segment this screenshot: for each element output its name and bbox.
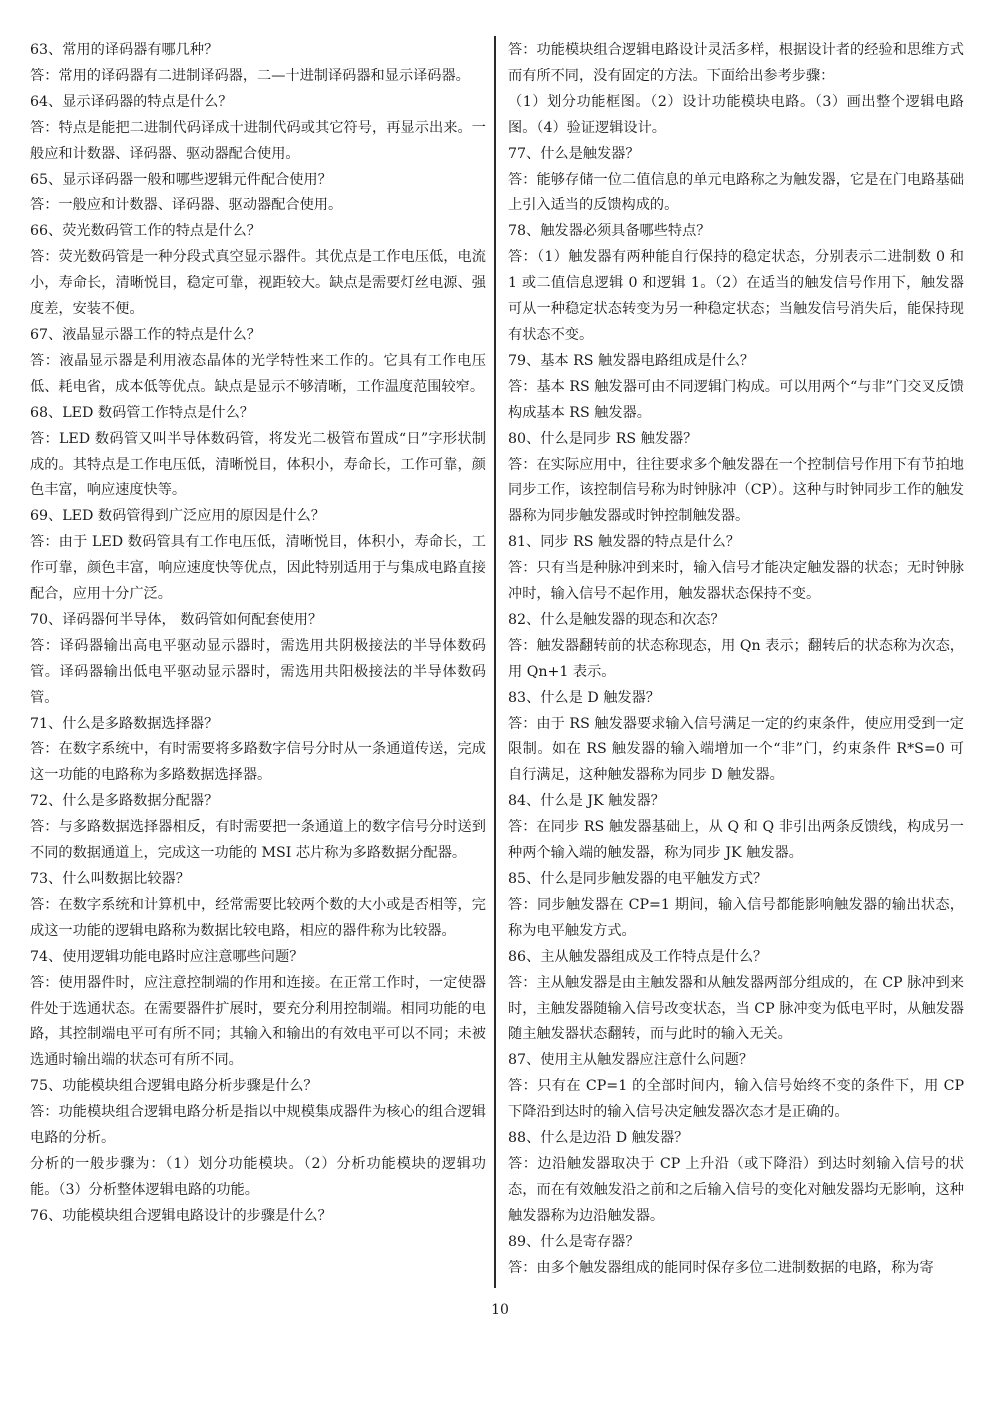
- question-text: 69、LED 数码管得到广泛应用的原因是什么？: [30, 508, 325, 525]
- question-text: 84、什么是 JK 触发器？: [508, 793, 665, 810]
- question-text: 81、同步 RS 触发器的特点是什么？: [508, 534, 740, 551]
- question-text: 86、主从触发器组成及工作特点是什么？: [508, 948, 768, 965]
- answer-text: 答：在实际应用中，往往要求多个触发器在一个控制信号作用下有节拍地同步工作，该控制信号称为时钟脉冲（CP）。这种与时钟同步工作的触发器称为同步触发器或时钟控制触发器。: [508, 456, 964, 525]
- answer-text: 答：基本 RS 触发器可由不同逻辑门构成。可以用两个“与非”门交叉反馈构成基本 RS 触发器。: [508, 378, 964, 421]
- question-text: 64、显示译码器的特点是什么？: [30, 93, 233, 110]
- answer-text: 答：荧光数码管是一种分段式真空显示器件。其优点是工作电压低，电流小，寿命长，清晰悦目，稳定可靠，视距较大。缺点是需要灯丝电源、强度差，安装不便。: [30, 249, 486, 318]
- answer-text: 答：只有在 CP=1 的全部时间内，输入信号始终不变的条件下，用 CP 下降沿到达时的输入信号决定触发器次态才是正确的。: [508, 1078, 964, 1121]
- answer-text: （1）划分功能框图。（2）设计功能模块电路。（3）画出整个逻辑电路图。（4）验证逻辑设计。: [508, 93, 964, 136]
- answer-text: 答：在数字系统和计算机中，经常需要比较两个数的大小或是否相等，完成这一功能的逻辑电路称为数据比较电路，相应的器件称为比较器。: [30, 896, 486, 939]
- question-text: 80、什么是同步 RS 触发器？: [508, 430, 698, 447]
- answer-text: 答：能够存储一位二值信息的单元电路称之为触发器，它是在门电路基础上引入适当的反馈构成的。: [508, 171, 964, 214]
- page-number: 10: [491, 1302, 509, 1318]
- answer-text: 答：与多路数据选择器相反，有时需要把一条通道上的数字信号分时送到不同的数据通道上，完成这一功能的 MSI 芯片称为多路数据分配器。: [30, 819, 486, 862]
- question-text: 78、触发器必须具备哪些特点？: [508, 223, 711, 240]
- question-text: 63、常用的译码器有哪几种？: [30, 42, 219, 58]
- answer-text: 分析的一般步骤为：（1）划分功能模块。（2）分析功能模块的逻辑功能。（3）分析整体逻辑电路的功能。: [30, 1155, 486, 1198]
- answer-text: 答：由多个触发器组成的能同时保存多位二进制数据的电路，称为寄: [508, 1259, 934, 1276]
- question-text: 70、译码器何半导体， 数码管如何配套使用？: [30, 611, 323, 628]
- answer-text: 答：LED 数码管又叫半导体数码管，将发光二极管布置成“日”字形状制成的。其特点是工作电压低，清晰悦目，体积小，寿命长，工作可靠，颜色丰富，响应速度快等。: [30, 430, 486, 499]
- question-text: 77、什么是触发器？: [508, 145, 640, 162]
- answer-text: 答：一般应和计数器、译码器、驱动器配合使用。: [30, 197, 343, 214]
- question-text: 79、基本 RS 触发器电路组成是什么？: [508, 352, 755, 369]
- question-text: 71、什么是多路数据选择器？: [30, 715, 219, 732]
- question-text: 65、显示译码器一般和哪些逻辑元件配合使用？: [30, 171, 332, 188]
- answer-text: 答：在数字系统中，有时需要将多路数字信号分时从一条通道传送，完成这一功能的电路称为多路数据选择器。: [30, 741, 486, 784]
- answer-text: 答：功能模块组合逻辑电路设计灵活多样，根据设计者的经验和思维方式而有所不同，没有固定的方法。下面给出参考步骤：: [508, 42, 964, 84]
- question-text: 83、什么是 D 触发器？: [508, 689, 660, 706]
- question-text: 85、什么是同步触发器的电平触发方式？: [508, 871, 768, 887]
- question-text: 74、使用逻辑功能电路时应注意哪些问题？: [30, 948, 304, 965]
- question-text: 76、功能模块组合逻辑电路设计的步骤是什么？: [30, 1207, 332, 1224]
- question-text: 89、什么是寄存器？: [508, 1233, 640, 1250]
- answer-text: 答：触发器翻转前的状态称现态，用 Qn 表示；翻转后的状态称为次态，用 Qn+1 表示。: [508, 637, 964, 680]
- answer-text: 答：由于 LED 数码管具有工作电压低，清晰悦目，体积小，寿命长，工作可靠，颜色丰富，响应速度快等优点，因此特别适用于与集成电路直接配合，应用十分广泛。: [30, 534, 486, 603]
- question-text: 72、什么是多路数据分配器？: [30, 793, 219, 810]
- answer-text: 答：液晶显示器是利用液态晶体的光学特性来工作的。它具有工作电压低、耗电省，成本低等优点。缺点是显示不够清晰，工作温度范围较窄。: [30, 352, 486, 395]
- question-text: 87、使用主从触发器应注意什么问题？: [508, 1052, 754, 1069]
- answer-text: 答：功能模块组合逻辑电路分析是指以中规模集成器件为核心的组合逻辑电路的分析。: [30, 1104, 486, 1147]
- answer-text: 答：同步触发器在 CP=1 期间，输入信号都能影响触发器的输出状态，称为电平触发方式。: [508, 896, 964, 939]
- answer-text: 答：特点是能把二进制代码译成十进制代码或其它符号，再显示出来。一般应和计数器、译码器、驱动器配合使用。: [30, 119, 486, 162]
- answer-text: 答：主从触发器是由主触发器和从触发器两部分组成的，在 CP 脉冲到来时，主触发器随输入信号改变状态，当 CP 脉冲变为低电平时，从触发器随主触发器状态翻转，而与此时的输入无关。: [508, 974, 964, 1043]
- question-text: 88、什么是边沿 D 触发器？: [508, 1130, 689, 1147]
- answer-text: 答：使用器件时，应注意控制端的作用和连接。在正常工作时，一定使器件处于选通状态。在需要器件扩展时，要充分利用控制端。相同功能的电路，其控制端电平可有所不同；其输入和输出的有效电平可以不同；未被选通时输出端的状态可有所不同。: [30, 974, 486, 1069]
- answer-text: 答：在同步 RS 触发器基础上，从 Q 和 Q 非引出两条反馈线，构成另一种两个输入端的触发器，称为同步 JK 触发器。: [508, 819, 964, 862]
- question-text: 66、荧光数码管工作的特点是什么？: [30, 223, 261, 240]
- question-text: 68、LED 数码管工作特点是什么？: [30, 404, 254, 421]
- answer-text: 答：由于 RS 触发器要求输入信号满足一定的约束条件，使应用受到一定限制。如在 RS 触发器的输入端增加一个“非”门，约束条件 R*S=0 可自行满足，这种触发器称为同步 D 触发器。: [508, 715, 964, 784]
- answer-text: 答：只有当是种脉冲到来时，输入信号才能决定触发器的状态；无时钟脉冲时，输入信号不起作用，触发器状态保持不变。: [508, 560, 964, 603]
- right-column: [508, 38, 964, 1282]
- question-text: 73、什么叫数据比较器？: [30, 871, 190, 887]
- question-text: 75、功能模块组合逻辑电路分析步骤是什么？: [30, 1078, 318, 1095]
- answer-text: 答：常用的译码器有二进制译码器，二—十进制译码器和显示译码器。: [30, 67, 470, 84]
- answer-text: 答：译码器输出高电平驱动显示器时，需选用共阴极接法的半导体数码管。译码器输出低电平驱动显示器时，需选用共阳极接法的半导体数码管。: [30, 637, 486, 706]
- answer-text: 答：（1）触发器有两种能自行保持的稳定状态，分别表示二进制数 0 和 1 或二值信息逻辑 0 和逻辑 1。（2）在适当的触发信号作用下，触发器可从一种稳定状态转变为另一种稳定状态；当触发信号消失后，能保持现有状态不变。: [508, 249, 964, 343]
- left-column: [30, 38, 486, 1230]
- column-divider: [494, 36, 496, 1288]
- question-text: 82、什么是触发器的现态和次态？: [508, 611, 725, 628]
- answer-text: 答：边沿触发器取决于 CP 上升沿（或下降沿）到达时刻输入信号的状态，而在有效触发沿之前和之后输入信号的变化对触发器均无影响，这种触发器称为边沿触发器。: [508, 1155, 964, 1224]
- question-text: 67、液晶显示器工作的特点是什么？: [30, 326, 261, 343]
